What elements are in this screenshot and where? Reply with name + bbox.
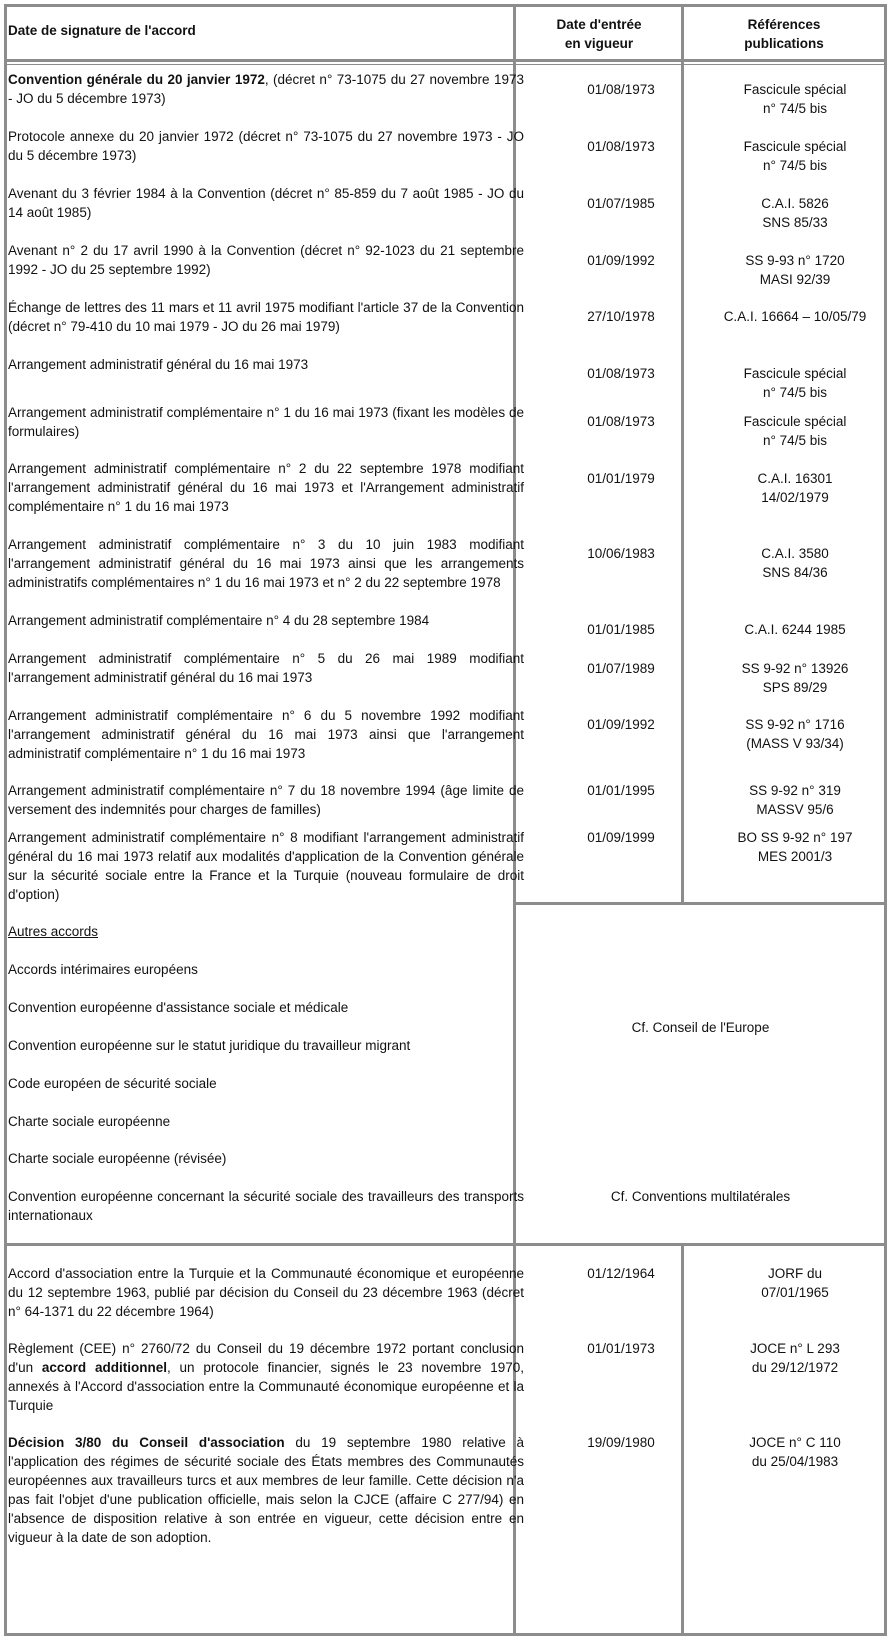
row-entry-date: 01/07/1989 <box>587 661 655 676</box>
eu-agreement-bold: Décision 3/80 du Conseil d'association <box>8 1435 285 1450</box>
other-agreement-item: Convention européenne sur le statut juridique du travailleur migrant <box>8 1038 411 1053</box>
row-agreement: Arrangement administratif complémentaire n° 5 du 26 mai 1989 modifiant l'arrangement administratif général du 16 mai 1973 <box>8 651 524 685</box>
eu-agreement-text: , un protocole financier, signés le 23 novembre 1970, annexés à l'Accord d'association entre la Communauté économique européenne et la Turquie <box>8 1360 524 1413</box>
header-col-references: Références publications <box>744 17 824 51</box>
row-agreement: Arrangement administratif complémentaire n° 3 du 10 juin 1983 modifiant l'arrangement administratif général du 16 mai 1973 ainsi que les arrangements administratifs complémentaires n° 1 du 16 mai 1973 et n° 2 du 22 septembre 1978 <box>8 537 524 590</box>
eu-agreement-text: Règlement (CEE) n° 2760/72 du Conseil du 19 décembre 1972 portant conclusion d'un <box>8 1341 524 1375</box>
row-entry-date: 01/01/1985 <box>587 622 655 637</box>
row-agreement: Arrangement administratif général du 16 mai 1973 <box>8 357 309 372</box>
row-reference: Fascicule spécial n° 74/5 bis <box>743 139 847 173</box>
row-agreement: Arrangement administratif complémentaire n° 6 du 5 novembre 1992 modifiant l'arrangement administratif général du 16 mai 1973 ainsi que l'arrangement administratif complémentaire n° 1 du 16 mai 1973 <box>8 708 524 761</box>
header-divider-shadow <box>4 64 887 65</box>
row-entry-date: 01/01/1995 <box>587 783 655 798</box>
row-agreement: Arrangement administratif complémentaire n° 4 du 28 septembre 1984 <box>8 613 430 628</box>
council-of-europe-reference: Cf. Conseil de l'Europe <box>631 1020 770 1035</box>
other-agreement-item: Charte sociale européenne <box>8 1114 171 1129</box>
other-agreement-item: Accords intérimaires européens <box>8 962 198 977</box>
row-entry-date: 01/09/1999 <box>587 830 655 845</box>
row-agreement-bold: Convention générale du 20 janvier 1972 <box>8 72 265 87</box>
row-entry-date: 10/06/1983 <box>587 546 655 561</box>
section-divider-right-1 <box>513 902 887 905</box>
row-agreement-text: , (décret n° 73-1075 du 27 novembre 1973 - JO du 5 décembre 1973) <box>8 72 524 106</box>
row-agreement: Protocole annexe du 20 janvier 1972 (décret n° 73-1075 du 27 novembre 1973 - JO du 5 décembre 1973) <box>8 129 524 163</box>
eu-entry-date: 01/01/1973 <box>587 1341 655 1356</box>
eu-reference: JOCE n° L 293 du 29/12/1972 <box>750 1341 840 1375</box>
header-divider <box>4 59 887 62</box>
row-agreement: Arrangement administratif complémentaire n° 1 du 16 mai 1973 (fixant les modèles de formulaires) <box>8 405 524 439</box>
multilateral-conventions-reference: Cf. Conventions multilatérales <box>610 1189 791 1204</box>
eu-agreement-text: du 19 septembre 1980 relative à l'application des régimes de sécurité sociale des États membres des Communautés européennes aux travailleurs turcs et aux membres de leur famille. Cette décision n'a pas fait l'objet d'une publication officielle, mais selon la CJCE (affaire C 277/94) en l'absence de disposition relative à son entrée en vigueur, cette décision entre en vigueur à la date de son adoption. <box>8 1435 524 1545</box>
row-reference: C.A.I. 3580 SNS 84/36 <box>761 546 829 580</box>
row-agreement: Avenant du 3 février 1984 à la Convention (décret n° 85-859 du 7 août 1985 - JO du 14 août 1985) <box>8 186 524 220</box>
row-entry-date: 01/08/1973 <box>587 414 655 429</box>
row-reference: C.A.I. 5826 SNS 85/33 <box>761 196 829 230</box>
row-reference: C.A.I. 16664 – 10/05/79 <box>723 309 867 324</box>
row-agreement: Arrangement administratif complémentaire n° 2 du 22 septembre 1978 modifiant l'arrangement administratif général du 16 mai 1973 et l'Arrangement administratif complémentaire n° 1 du 16 mai 1973 <box>8 461 524 514</box>
other-agreement-item: Charte sociale européenne (révisée) <box>8 1151 227 1166</box>
row-agreement <box>8 70 524 108</box>
header-col-signature: Date de signature de l'accord <box>8 23 196 38</box>
row-entry-date: 01/07/1985 <box>587 196 655 211</box>
eu-entry-date: 19/09/1980 <box>587 1435 655 1450</box>
row-reference: SS 9-92 n° 1716 (MASS V 93/34) <box>745 717 845 751</box>
row-entry-date: 01/09/1992 <box>587 717 655 732</box>
row-agreement: Avenant n° 2 du 17 avril 1990 à la Convention (décret n° 92-1023 du 21 septembre 1992 - JO du 25 septembre 1992) <box>8 243 524 277</box>
section-divider-2 <box>4 1243 887 1246</box>
row-entry-date: 01/08/1973 <box>587 82 655 97</box>
row-reference: SS 9-93 n° 1720 MASI 92/39 <box>745 253 845 287</box>
eu-agreement: Accord d'association entre la Turquie et la Communauté économique et européenne du 12 septembre 1963, publié par décision du Conseil du 23 décembre 1963 (décret n° 64-1371 du 22 décembre 1964) <box>8 1266 524 1319</box>
row-entry-date: 01/08/1973 <box>587 366 655 381</box>
row-entry-date: 01/08/1973 <box>587 139 655 154</box>
header-col-entry-date: Date d'entrée en vigueur <box>556 17 642 51</box>
row-agreement: Arrangement administratif complémentaire n° 8 modifiant l'arrangement administratif général du 16 mai 1973 relatif aux modalités d'application de la Convention générale sur la sécurité sociale entre la France et la Turquie (nouveau formulaire de droit d'option) <box>8 830 524 902</box>
row-entry-date: 01/09/1992 <box>587 253 655 268</box>
other-agreement-item: Convention européenne d'assistance sociale et médicale <box>8 1000 349 1015</box>
eu-agreement <box>8 1339 524 1415</box>
row-reference: Fascicule spécial n° 74/5 bis <box>743 414 847 448</box>
row-entry-date: 01/01/1979 <box>587 471 655 486</box>
row-reference: Fascicule spécial n° 74/5 bis <box>743 82 847 116</box>
other-agreement-item: Convention européenne concernant la sécurité sociale des travailleurs des transports internationaux <box>8 1189 524 1223</box>
row-reference: Fascicule spécial n° 74/5 bis <box>743 366 847 400</box>
row-reference: C.A.I. 6244 1985 <box>744 622 846 637</box>
other-agreements-heading: Autres accords <box>8 924 99 939</box>
row-reference: SS 9-92 n° 13926 SPS 89/29 <box>741 661 849 695</box>
row-reference: SS 9-92 n° 319 MASSV 95/6 <box>749 783 841 817</box>
row-reference: C.A.I. 16301 14/02/1979 <box>757 471 833 505</box>
row-agreement: Échange de lettres des 11 mars et 11 avril 1975 modifiant l'article 37 de la Convention (décret n° 79-410 du 10 mai 1979 - JO du 26 mai 1979) <box>8 300 524 334</box>
eu-reference: JORF du 07/01/1965 <box>761 1266 829 1300</box>
row-entry-date: 27/10/1978 <box>587 309 655 324</box>
eu-entry-date: 01/12/1964 <box>587 1266 655 1281</box>
eu-agreement-bold: accord additionnel <box>41 1360 167 1375</box>
other-agreement-item: Code européen de sécurité sociale <box>8 1076 217 1091</box>
row-agreement: Arrangement administratif complémentaire n° 7 du 18 novembre 1994 (âge limite de versement des indemnités pour charges de familles) <box>8 783 524 817</box>
row-reference: BO SS 9-92 n° 197 MES 2001/3 <box>737 830 853 864</box>
eu-reference: JOCE n° C 110 du 25/04/1983 <box>749 1435 841 1469</box>
eu-agreement <box>8 1433 524 1547</box>
